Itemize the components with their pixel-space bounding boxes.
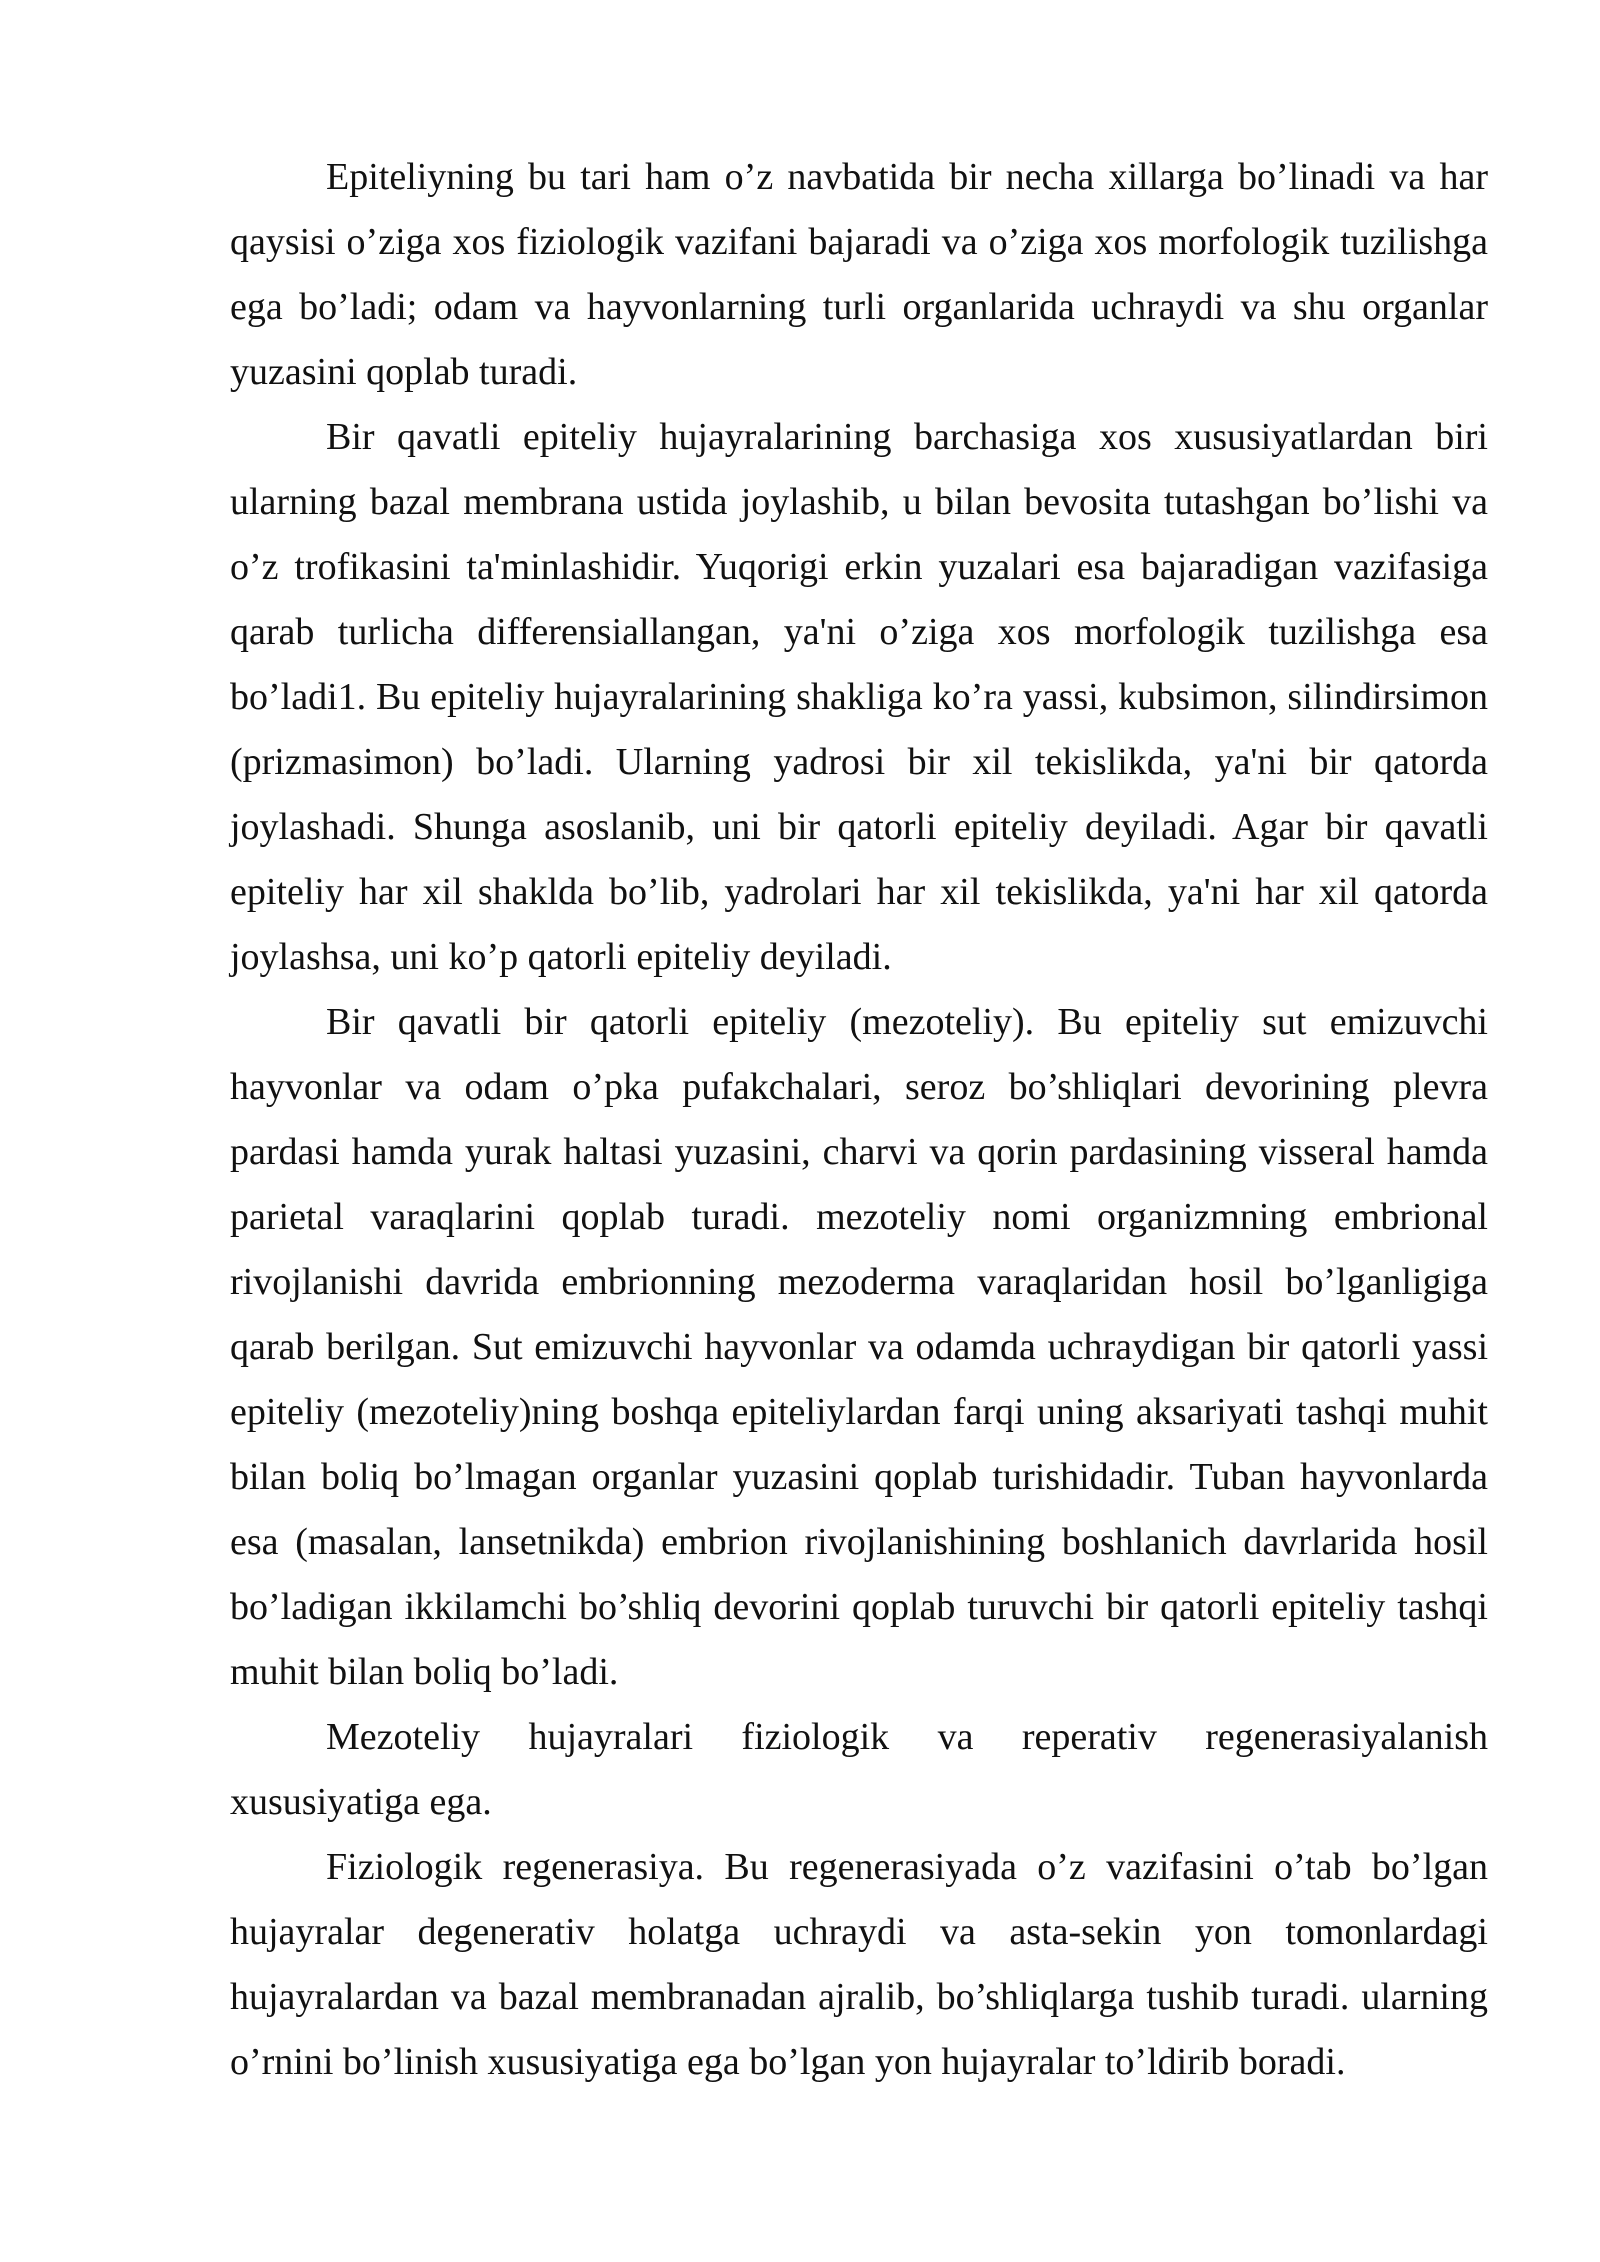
paragraph-mesothelium-regeneration: Mezoteliy hujayralari fiziologik va reperativ regenerasiyalanish xususiyatiga ega. bbox=[230, 1716, 1488, 1823]
paragraph-physiological-regeneration: Fiziologik regenerasiya. Bu regenerasiyada o’z vazifasini o’tab bo’lgan hujayralar degenerativ holatga uchraydi va asta-sekin yon tomonlardagi hujayralardan va bazal membranadan ajralib, bo’shliqlarga tushib turadi. ularning o’rnini bo’linish xususiyatiga ega bo’lgan yon hujayralar to’ldirib boradi. bbox=[230, 1846, 1488, 2083]
paragraph-mesothelium: Bir qavatli bir qatorli epiteliy (mezoteliy). Bu epiteliy sut emizuvchi hayvonlar va odam o’pka pufakchalari, seroz bo’shliqlari devorining plevra pardasi hamda yurak haltasi yuzasini, charvi va qorin pardasining visseral hamda parietal varaqlarini qoplab turadi. mezoteliy nomi organizmning embrional rivojlanishi davrida embrionning mezoderma varaqlaridan hosil bo’lganligiga qarab berilgan. Sut emizuvchi hayvonlar va odamda uchraydigan bir qatorli yassi epiteliy (mezoteliy)ning boshqa epiteliylardan farqi uning aksariyati tashqi muhit bilan boliq bo’lmagan organlar yuzasini qoplab turishidadir. Tuban hayvonlarda esa (masalan, lansetnikda) embrion rivojlanishining boshlanich davrlarida hosil bo’ladigan ikkilamchi bo’shliq devorini qoplab turuvchi bir qatorli epiteliy tashqi muhit bilan boliq bo’ladi. bbox=[230, 1001, 1488, 1693]
paragraph-epithelium-layer-types: Epiteliyning bu tari ham o’z navbatida bir necha xillarga bo’linadi va har qaysisi o’ziga xos fiziologik vazifani bajaradi va o’ziga xos morfologik tuzilishga ega bo’ladi; odam va hayvonlarning turli organlarida uchraydi va shu organlar yuzasini qoplab turadi. bbox=[230, 156, 1488, 393]
paragraph-single-layer-epithelium: Bir qavatli epiteliy hujayralarining barchasiga xos xususiyatlardan biri ularning bazal membrana ustida joylashib, u bilan bevosita tutashgan bo’lishi va o’z trofikasini ta'minlashidir. Yuqorigi erkin yuzalari esa bajaradigan vazifasiga qarab turlicha differensiallangan, ya'ni o’ziga xos morfologik tuzilishga esa bo’ladi1. Bu epiteliy hujayralarining shakliga ko’ra yassi, kubsimon, silindirsimon (prizmasimon) bo’ladi. Ularning yadrosi bir xil tekislikda, ya'ni bir qatorda joylashadi. Shunga asoslanib, uni bir qatorli epiteliy deyiladi. Agar bir qavatli epiteliy har xil shaklda bo’lib, yadrolari har xil tekislikda, ya'ni har xil qatorda joylashsa, uni ko’p qatorli epiteliy deyiladi. bbox=[230, 416, 1488, 978]
document-text-body bbox=[230, 145, 1488, 2095]
